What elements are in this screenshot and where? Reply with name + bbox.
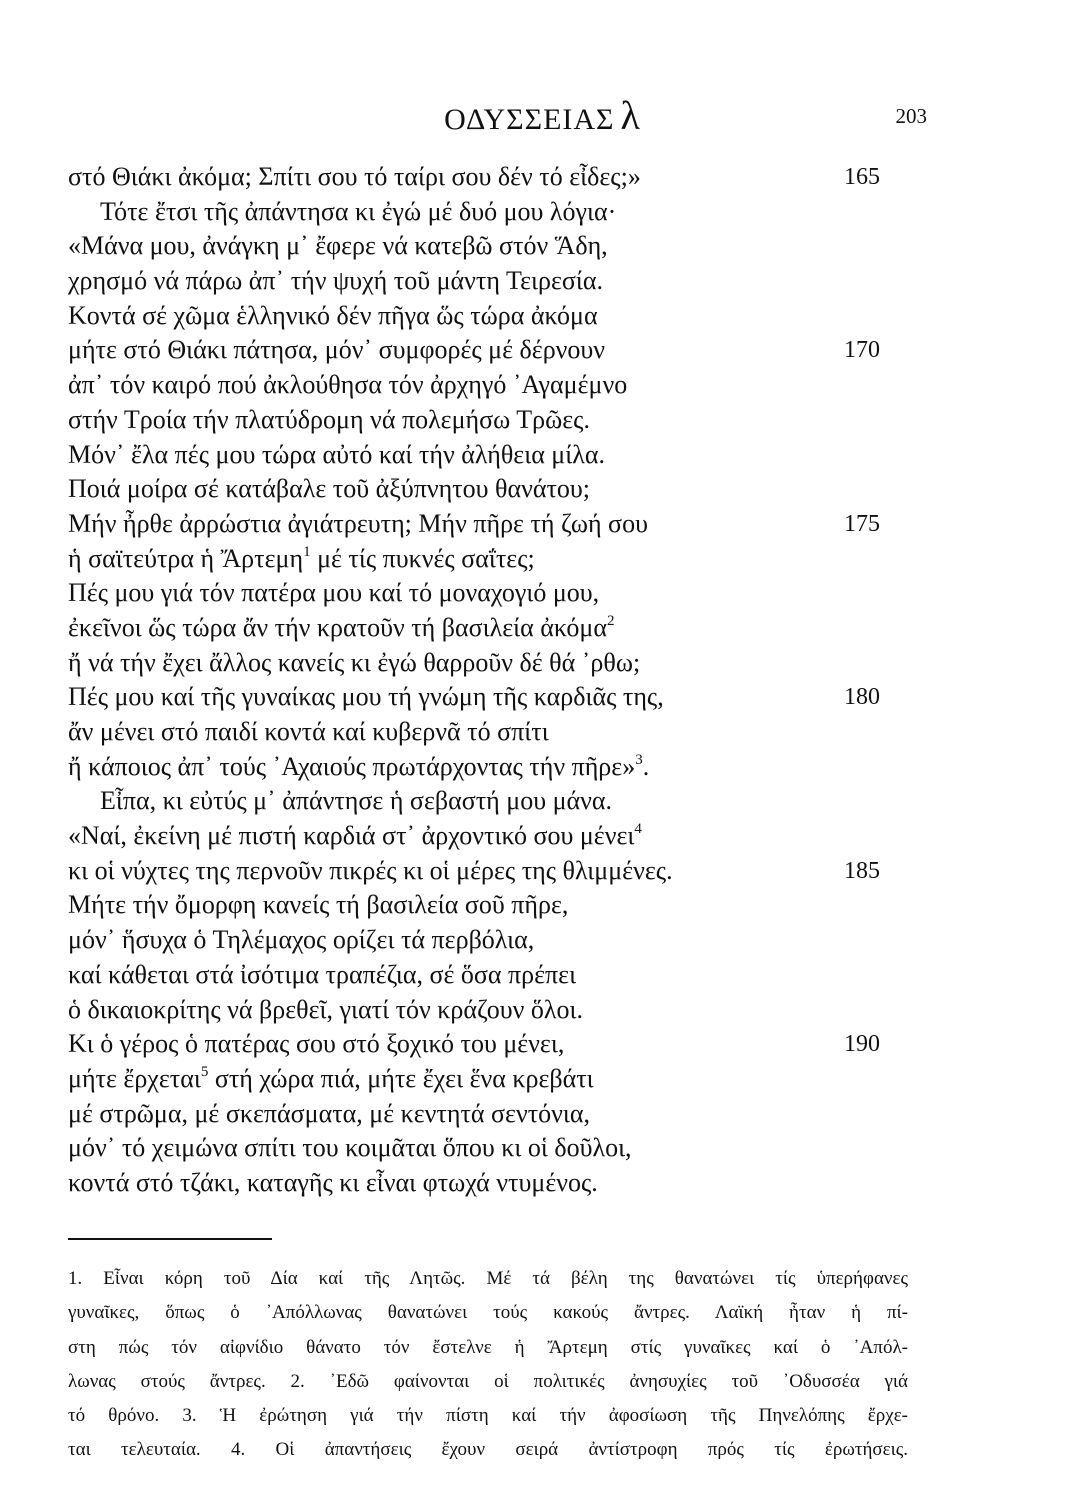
verse-line: [0, 923, 1085, 958]
verse-text: κι οἱ νύχτες της περνοῦν πικρές κι οἱ μέρες της θλιμμένες.: [68, 855, 673, 885]
verse-text: στό Θιάκι ἀκόμα; Σπίτι σου τό ταίρι σου δέν τό εἶδες;»: [68, 162, 641, 191]
verse-line: [0, 195, 1085, 230]
verse-line: [0, 438, 1085, 473]
verse-text-part: μέ τίς πυκνές σαΐτες;: [310, 543, 535, 573]
verse-text: μόν᾿ τό χειμώνα σπίτι του κοιμᾶται ὅπου κι οἱ δοῦλοι,: [68, 1133, 632, 1163]
book-title: ΟΔΥΣΣΕΙΑΣ: [444, 103, 615, 136]
verse-text-part: .: [642, 751, 650, 781]
verse-text: Ποιά μοίρα σέ κατάβαλε τοῦ ἀξύπνητου θανάτου;: [68, 474, 591, 504]
verse-text: ὁ δικαιοκρίτης νά βρεθεῖ, γιατί τόν κράζουν ὅλοι.: [68, 994, 583, 1024]
verse-text: μήτε στό Θιάκι πάτησα, μόν᾿ συμφορές μέ δέρνουν: [68, 335, 606, 365]
footnote-line: τό θρόνο. 3. Ἡ ἐρώτηση γιά τήν πίστη καί τήν ἀφοσίωση τῆς Πηνελόπης ἔρχε-: [68, 1405, 908, 1427]
verse-text: χρησμό νά πάρω ἀπ᾿ τήν ψυχή τοῦ μάντη Τειρεσία.: [68, 266, 604, 296]
line-number: 190: [844, 1031, 880, 1058]
footnotes: [68, 1262, 908, 1468]
verse-text: Πές μου γιά τόν πατέρα μου καί τό μοναχογιό μου,: [68, 578, 600, 608]
verse-text: [68, 750, 649, 785]
verse-text: Μήτε τήν ὄμορφη κανείς τή βασιλεία σοῦ πῆρε,: [68, 890, 569, 920]
verse-line: [0, 750, 1085, 785]
verse-line: [0, 333, 1085, 368]
footnote-line: στη πώς τόν αἰφνίδιο θάνατο τόν ἔστελνε ἡ Ἄρτεμη στίς γυναῖκες καί ὁ ᾿Απόλ-: [68, 1336, 908, 1358]
verse-block: [0, 160, 1085, 1201]
verse-line: [0, 160, 1085, 195]
verse-text: [68, 819, 642, 854]
verse-line: [0, 542, 1085, 577]
footnote-marker: 5: [200, 1063, 209, 1080]
verse-text-part: μήτε ἔρχεται: [68, 1063, 201, 1093]
footnote-marker: 1: [303, 543, 311, 560]
verse-text: ἤ νά τήν ἔχει ἄλλος κανείς κι ἐγώ θαρροῦν δέ θά ᾿ρθω;: [68, 647, 641, 677]
verse-line: [0, 1027, 1085, 1062]
verse-line: [0, 299, 1085, 334]
verse-line: [0, 888, 1085, 923]
verse-text: [68, 1062, 594, 1097]
line-number: 180: [844, 684, 880, 711]
footnote-line: 1. Εἶναι κόρη τοῦ Δία καί τῆς Λητῶς. Μέ τά βέλη της θανατώνει τίς ὑπερήφανες: [68, 1268, 908, 1289]
verse-text: Εἶπα, κι εὐτύς μ᾿ ἀπάντησε ἡ σεβαστή μου μάνα.: [100, 786, 613, 816]
footnote-line: ται τελευταία. 4. Οἱ ἀπαντήσεις ἔχουν σειρά ἀντίστροφη πρός τίς ἐρωτήσεις.: [68, 1439, 908, 1461]
verse-text: κοντά στό τζάκι, καταγῆς κι εἶναι φτωχά ντυμένος.: [68, 1167, 598, 1197]
verse-text: «Μάνα μου, ἀνάγκη μ᾿ ἔφερε νά κατεβῶ στόν Ἅδη,: [68, 231, 608, 261]
verse-text: Μόν᾿ ἔλα πές μου τώρα αὐτό καί τήν ἀλήθεια μίλα.: [68, 439, 605, 469]
verse-line: [0, 680, 1085, 715]
verse-line: [0, 368, 1085, 403]
verse-line: [0, 403, 1085, 438]
line-number: 175: [844, 510, 880, 537]
footnote-marker: 4: [634, 821, 642, 838]
verse-text: καί κάθεται στά ἰσότιμα τραπέζια, σέ ὅσα πρέπει: [68, 959, 577, 989]
verse-text: στήν Τροία τήν πλατύδρομη νά πολεμήσω Τρῶες.: [68, 404, 590, 434]
verse-line: [0, 958, 1085, 993]
verse-line: [0, 1166, 1085, 1201]
verse-line: [0, 1062, 1085, 1097]
footnote-marker: 3: [635, 751, 643, 768]
verse-line: [0, 646, 1085, 681]
verse-text-part: ἡ σαϊτεύτρα ἡ Ἄρτεμη: [68, 543, 304, 573]
verse-text: ἀπ᾿ τόν καιρό πού ἀκλούθησα τόν ἀρχηγό ᾿Αγαμέμνο: [68, 370, 628, 400]
verse-text: Μήν ἦρθε ἀρρώστια ἀγιάτρευτη; Μήν πῆρε τή ζωή σου: [68, 508, 648, 538]
line-number: 165: [844, 164, 880, 190]
footnote-separator: [68, 1238, 272, 1240]
verse-line: [0, 784, 1085, 819]
verse-line: [0, 611, 1085, 646]
verse-line: [0, 1097, 1085, 1132]
verse-text: Πές μου καί τῆς γυναίκας μου τή γνώμη τῆς καρδιᾶς της,: [68, 682, 664, 712]
verse-line: [0, 264, 1085, 299]
verse-text: μέ στρῶμα, μέ σκεπάσματα, μέ κεντητά σεντόνια,: [68, 1098, 591, 1128]
verse-line: [0, 993, 1085, 1028]
verse-line: [0, 472, 1085, 507]
footnote-marker: 2: [606, 612, 615, 629]
verse-text: ἄν μένει στό παιδί κοντά καί κυβερνᾶ τό σπίτι: [68, 717, 549, 746]
book-letter: λ: [620, 93, 641, 138]
page-number: 203: [895, 104, 927, 128]
footnote-line: λωνας στούς ἄντρες. 2. ᾿Εδῶ φαίνονται οἱ πολιτικές ἀνησυχίες τοῦ ᾿Οδυσσέα γιά: [68, 1370, 908, 1392]
verse-line: [0, 1131, 1085, 1166]
verse-text: Τότε ἔτσι τῆς ἀπάντησα κι ἐγώ μέ δυό μου λόγια·: [100, 196, 617, 226]
verse-line: [0, 819, 1085, 854]
verse-line: [0, 229, 1085, 264]
verse-text-part: ἐκεῖνοι ὥς τώρα ἄν τήν κρατοῦν τή βασιλεία ἀκόμα: [68, 612, 607, 642]
verse-line: [0, 854, 1085, 889]
verse-line: [0, 576, 1085, 611]
verse-text-part: στή χώρα πιά, μήτε ἔχει ἕνα κρεβάτι: [208, 1063, 594, 1093]
verse-text: Κοντά σέ χῶμα ἑλληνικό δέν πῆγα ὥς τώρα ἀκόμα: [68, 300, 598, 330]
footnote-line: γυναῖκες, ὅπως ὁ ᾿Απόλλωνας θανατώνει τούς κακούς ἄντρες. Λαϊκή ἦταν ἡ πί-: [68, 1302, 908, 1324]
verse-text: [68, 611, 614, 646]
line-number: 185: [844, 857, 880, 884]
verse-text: μόν᾿ ἥσυχα ὁ Τηλέμαχος ορίζει τά περβόλια,: [68, 925, 535, 955]
verse-line: [0, 507, 1085, 542]
verse-text: Κι ὁ γέρος ὁ πατέρας σου στό ξοχικό του μένει,: [68, 1029, 565, 1059]
verse-text: [68, 542, 535, 577]
verse-text-part: ἤ κάποιος ἀπ᾿ τούς ᾿Αχαιούς πρωτάρχοντας τήν πῆρε»: [68, 751, 636, 781]
line-number: 170: [844, 337, 880, 364]
verse-line: [0, 715, 1085, 750]
verse-text-part: «Ναί, ἐκείνη μέ πιστή καρδιά στ᾿ ἀρχοντικό σου μένει: [68, 821, 635, 851]
